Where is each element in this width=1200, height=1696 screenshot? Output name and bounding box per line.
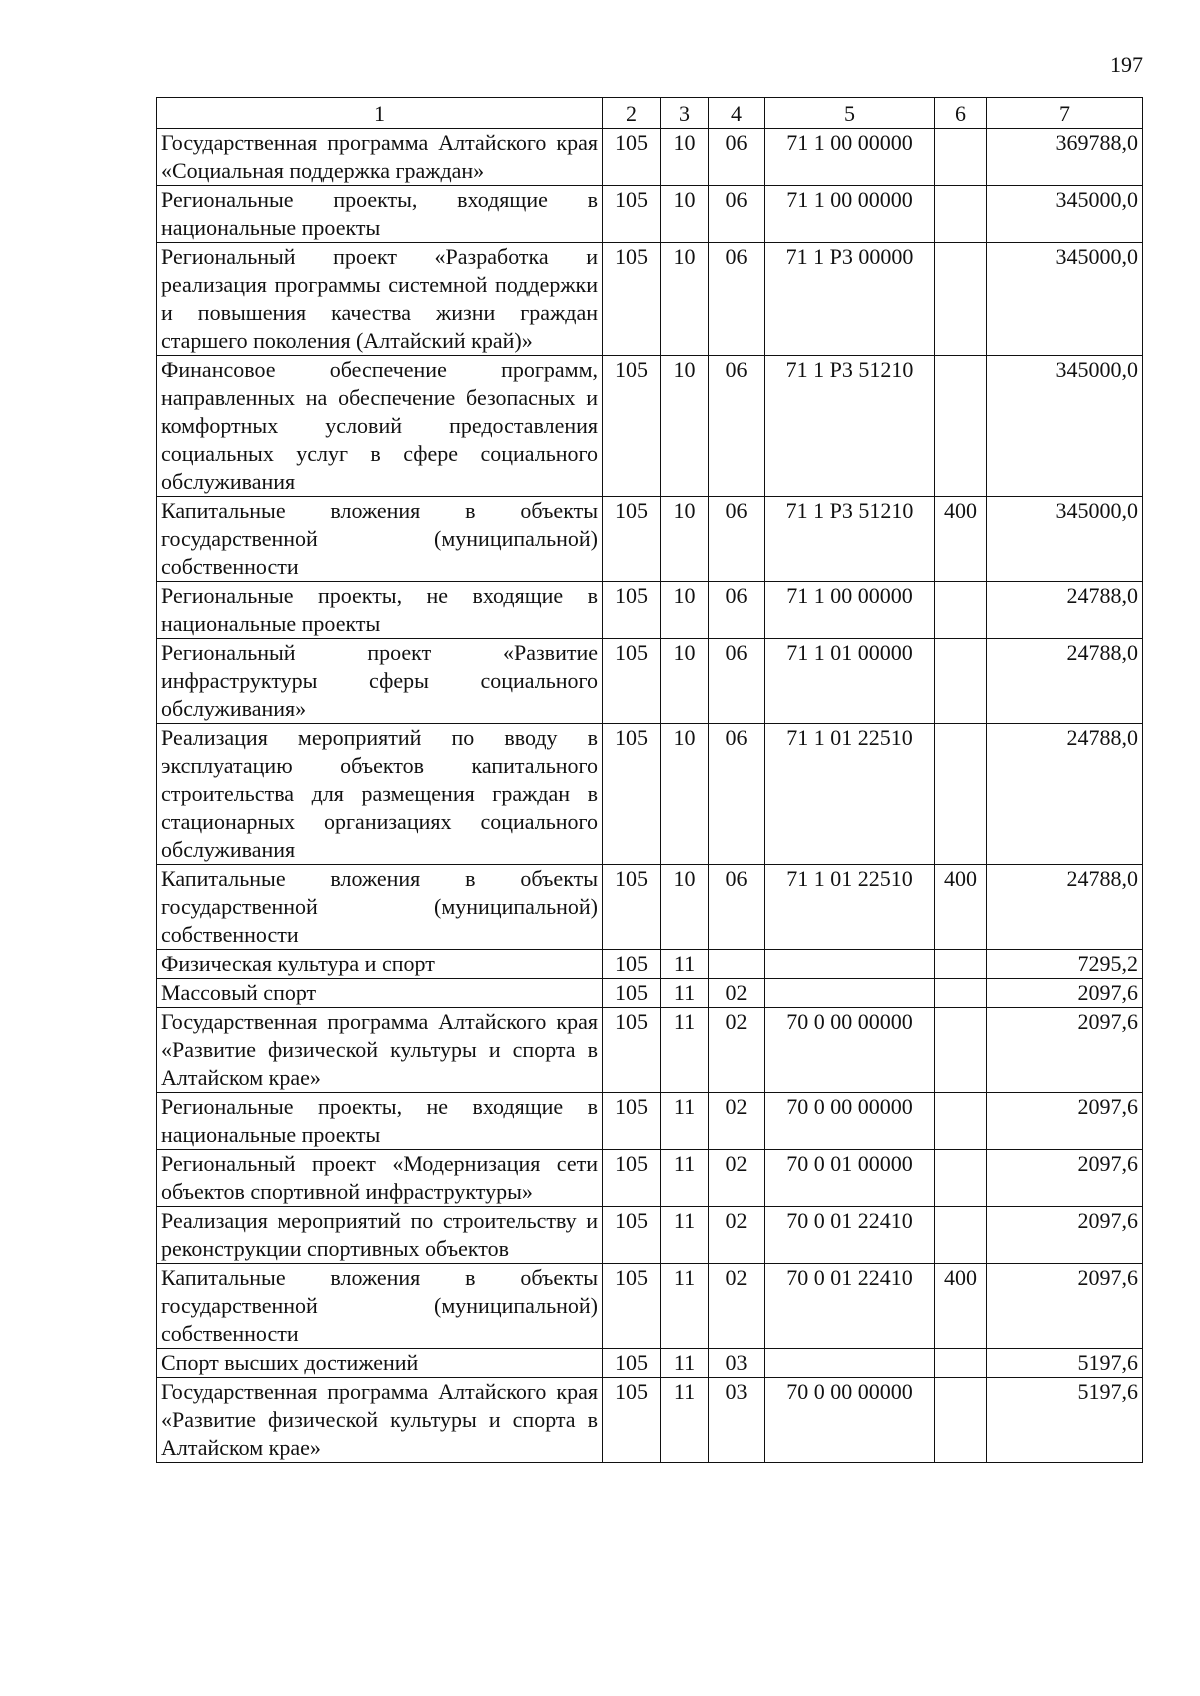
budget-table: [156, 97, 1143, 1463]
row-name-cell: Региональный проект «Развитие инфраструктуры сферы социального обслуживания»: [157, 639, 603, 724]
row-amount-cell: 345000,0: [987, 243, 1143, 356]
row-name-cell: Региональные проекты, не входящие в национальные проекты: [157, 1093, 603, 1150]
row-target-article-cell: [765, 950, 935, 979]
row-name-cell: Массовый спорт: [157, 979, 603, 1008]
row-target-article-cell: 70 0 01 00000: [765, 1150, 935, 1207]
row-section-cell: 10: [661, 639, 709, 724]
column-header: 6: [935, 98, 987, 129]
row-name-cell: Капитальные вложения в объекты государственной (муниципальной) собственности: [157, 1264, 603, 1349]
row-admin-code-cell: 105: [603, 1378, 661, 1463]
row-amount-cell: 5197,6: [987, 1378, 1143, 1463]
row-amount-cell: 24788,0: [987, 865, 1143, 950]
row-target-article-cell: 71 1 Р3 51210: [765, 356, 935, 497]
column-header: 4: [709, 98, 765, 129]
row-expense-type-cell: [935, 186, 987, 243]
row-name-cell: Государственная программа Алтайского края «Социальная поддержка граждан»: [157, 129, 603, 186]
column-header: 7: [987, 98, 1143, 129]
column-header: 2: [603, 98, 661, 129]
row-section-cell: 10: [661, 865, 709, 950]
table-row: [157, 724, 1143, 865]
row-amount-cell: 2097,6: [987, 979, 1143, 1008]
row-target-article-cell: 70 0 00 00000: [765, 1008, 935, 1093]
row-target-article-cell: 71 1 00 00000: [765, 186, 935, 243]
row-admin-code-cell: 105: [603, 243, 661, 356]
row-name-cell: Региональные проекты, входящие в национальные проекты: [157, 186, 603, 243]
table-row: [157, 356, 1143, 497]
row-admin-code-cell: 105: [603, 1349, 661, 1378]
row-amount-cell: 24788,0: [987, 639, 1143, 724]
row-subsection-cell: 02: [709, 979, 765, 1008]
row-admin-code-cell: 105: [603, 497, 661, 582]
row-amount-cell: 345000,0: [987, 186, 1143, 243]
row-expense-type-cell: 400: [935, 1264, 987, 1349]
row-admin-code-cell: 105: [603, 1207, 661, 1264]
row-section-cell: 10: [661, 724, 709, 865]
row-name-cell: Региональный проект «Разработка и реализация программы системной поддержки и повышения качества жизни граждан старшего поколения (Алтайский край)»: [157, 243, 603, 356]
row-name-cell: Реализация мероприятий по вводу в эксплуатацию объектов капитального строительства для размещения граждан в стационарных организациях социального обслуживания: [157, 724, 603, 865]
table-row: [157, 1264, 1143, 1349]
row-section-cell: 10: [661, 582, 709, 639]
table-row: [157, 243, 1143, 356]
row-section-cell: 11: [661, 1093, 709, 1150]
table-row: [157, 582, 1143, 639]
row-section-cell: 11: [661, 1349, 709, 1378]
row-section-cell: 10: [661, 243, 709, 356]
row-expense-type-cell: [935, 582, 987, 639]
row-target-article-cell: 70 0 01 22410: [765, 1264, 935, 1349]
row-name-cell: Реализация мероприятий по строительству и реконструкции спортивных объектов: [157, 1207, 603, 1264]
row-admin-code-cell: 105: [603, 865, 661, 950]
table-row: [157, 950, 1143, 979]
table-row: [157, 497, 1143, 582]
table-row: [157, 1008, 1143, 1093]
table-row: [157, 1207, 1143, 1264]
row-expense-type-cell: [935, 1349, 987, 1378]
row-section-cell: 10: [661, 497, 709, 582]
row-amount-cell: 369788,0: [987, 129, 1143, 186]
row-target-article-cell: [765, 1349, 935, 1378]
row-subsection-cell: [709, 950, 765, 979]
row-expense-type-cell: 400: [935, 497, 987, 582]
row-amount-cell: 5197,6: [987, 1349, 1143, 1378]
row-target-article-cell: 71 1 Р3 00000: [765, 243, 935, 356]
column-header: 3: [661, 98, 709, 129]
row-subsection-cell: 02: [709, 1264, 765, 1349]
row-section-cell: 11: [661, 1378, 709, 1463]
row-expense-type-cell: [935, 356, 987, 497]
row-name-cell: Капитальные вложения в объекты государственной (муниципальной) собственности: [157, 497, 603, 582]
column-header: 5: [765, 98, 935, 129]
row-subsection-cell: 06: [709, 724, 765, 865]
page-number: 197: [1110, 52, 1143, 77]
row-subsection-cell: 06: [709, 243, 765, 356]
row-admin-code-cell: 105: [603, 1150, 661, 1207]
row-subsection-cell: 03: [709, 1378, 765, 1463]
row-expense-type-cell: 400: [935, 865, 987, 950]
row-subsection-cell: 06: [709, 497, 765, 582]
row-amount-cell: 2097,6: [987, 1008, 1143, 1093]
row-section-cell: 10: [661, 186, 709, 243]
row-admin-code-cell: 105: [603, 979, 661, 1008]
row-subsection-cell: 02: [709, 1207, 765, 1264]
table-row: [157, 129, 1143, 186]
row-admin-code-cell: 105: [603, 1264, 661, 1349]
row-subsection-cell: 06: [709, 356, 765, 497]
row-admin-code-cell: 105: [603, 724, 661, 865]
row-section-cell: 11: [661, 1150, 709, 1207]
row-target-article-cell: 71 1 00 00000: [765, 582, 935, 639]
row-section-cell: 11: [661, 979, 709, 1008]
row-section-cell: 10: [661, 129, 709, 186]
row-admin-code-cell: 105: [603, 950, 661, 979]
row-target-article-cell: 71 1 Р3 51210: [765, 497, 935, 582]
row-expense-type-cell: [935, 1207, 987, 1264]
row-section-cell: 11: [661, 1207, 709, 1264]
row-subsection-cell: 06: [709, 582, 765, 639]
row-target-article-cell: 70 0 00 00000: [765, 1378, 935, 1463]
row-admin-code-cell: 105: [603, 1008, 661, 1093]
row-amount-cell: 345000,0: [987, 497, 1143, 582]
row-subsection-cell: 02: [709, 1008, 765, 1093]
table-row: [157, 1349, 1143, 1378]
row-section-cell: 11: [661, 950, 709, 979]
row-expense-type-cell: [935, 950, 987, 979]
table-row: [157, 1093, 1143, 1150]
row-subsection-cell: 06: [709, 639, 765, 724]
row-section-cell: 11: [661, 1008, 709, 1093]
row-target-article-cell: 70 0 00 00000: [765, 1093, 935, 1150]
row-expense-type-cell: [935, 979, 987, 1008]
row-amount-cell: 2097,6: [987, 1150, 1143, 1207]
row-amount-cell: 24788,0: [987, 724, 1143, 865]
table-row: [157, 1150, 1143, 1207]
row-name-cell: Региональные проекты, не входящие в национальные проекты: [157, 582, 603, 639]
row-name-cell: Государственная программа Алтайского края «Развитие физической культуры и спорта в Алтайском крае»: [157, 1378, 603, 1463]
row-expense-type-cell: [935, 724, 987, 865]
row-admin-code-cell: 105: [603, 639, 661, 724]
row-name-cell: Финансовое обеспечение программ, направленных на обеспечение безопасных и комфортных условий предоставления социальных услуг в сфере социального обслуживания: [157, 356, 603, 497]
row-expense-type-cell: [935, 1093, 987, 1150]
row-name-cell: Физическая культура и спорт: [157, 950, 603, 979]
row-target-article-cell: 71 1 00 00000: [765, 129, 935, 186]
row-admin-code-cell: 105: [603, 582, 661, 639]
row-admin-code-cell: 105: [603, 186, 661, 243]
row-subsection-cell: 06: [709, 129, 765, 186]
row-target-article-cell: [765, 979, 935, 1008]
row-subsection-cell: 06: [709, 865, 765, 950]
row-admin-code-cell: 105: [603, 356, 661, 497]
row-admin-code-cell: 105: [603, 129, 661, 186]
table-row: [157, 865, 1143, 950]
row-name-cell: Государственная программа Алтайского края «Развитие физической культуры и спорта в Алтайском крае»: [157, 1008, 603, 1093]
row-subsection-cell: 06: [709, 186, 765, 243]
row-name-cell: Региональный проект «Модернизация сети объектов спортивной инфраструктуры»: [157, 1150, 603, 1207]
table-row: [157, 639, 1143, 724]
table-row: [157, 979, 1143, 1008]
table-header-row: [157, 98, 1143, 129]
row-expense-type-cell: [935, 1150, 987, 1207]
row-expense-type-cell: [935, 1378, 987, 1463]
row-target-article-cell: 70 0 01 22410: [765, 1207, 935, 1264]
row-admin-code-cell: 105: [603, 1093, 661, 1150]
row-target-article-cell: 71 1 01 22510: [765, 865, 935, 950]
row-amount-cell: 2097,6: [987, 1264, 1143, 1349]
table-body: [157, 129, 1143, 1463]
row-name-cell: Спорт высших достижений: [157, 1349, 603, 1378]
row-subsection-cell: 02: [709, 1093, 765, 1150]
row-target-article-cell: 71 1 01 00000: [765, 639, 935, 724]
row-subsection-cell: 02: [709, 1150, 765, 1207]
row-amount-cell: 345000,0: [987, 356, 1143, 497]
row-section-cell: 11: [661, 1264, 709, 1349]
row-expense-type-cell: [935, 1008, 987, 1093]
column-header: 1: [157, 98, 603, 129]
row-amount-cell: 7295,2: [987, 950, 1143, 979]
table-row: [157, 186, 1143, 243]
row-expense-type-cell: [935, 639, 987, 724]
row-section-cell: 10: [661, 356, 709, 497]
row-name-cell: Капитальные вложения в объекты государственной (муниципальной) собственности: [157, 865, 603, 950]
row-amount-cell: 24788,0: [987, 582, 1143, 639]
row-expense-type-cell: [935, 243, 987, 356]
row-amount-cell: 2097,6: [987, 1207, 1143, 1264]
row-amount-cell: 2097,6: [987, 1093, 1143, 1150]
row-target-article-cell: 71 1 01 22510: [765, 724, 935, 865]
table-row: [157, 1378, 1143, 1463]
row-expense-type-cell: [935, 129, 987, 186]
row-subsection-cell: 03: [709, 1349, 765, 1378]
